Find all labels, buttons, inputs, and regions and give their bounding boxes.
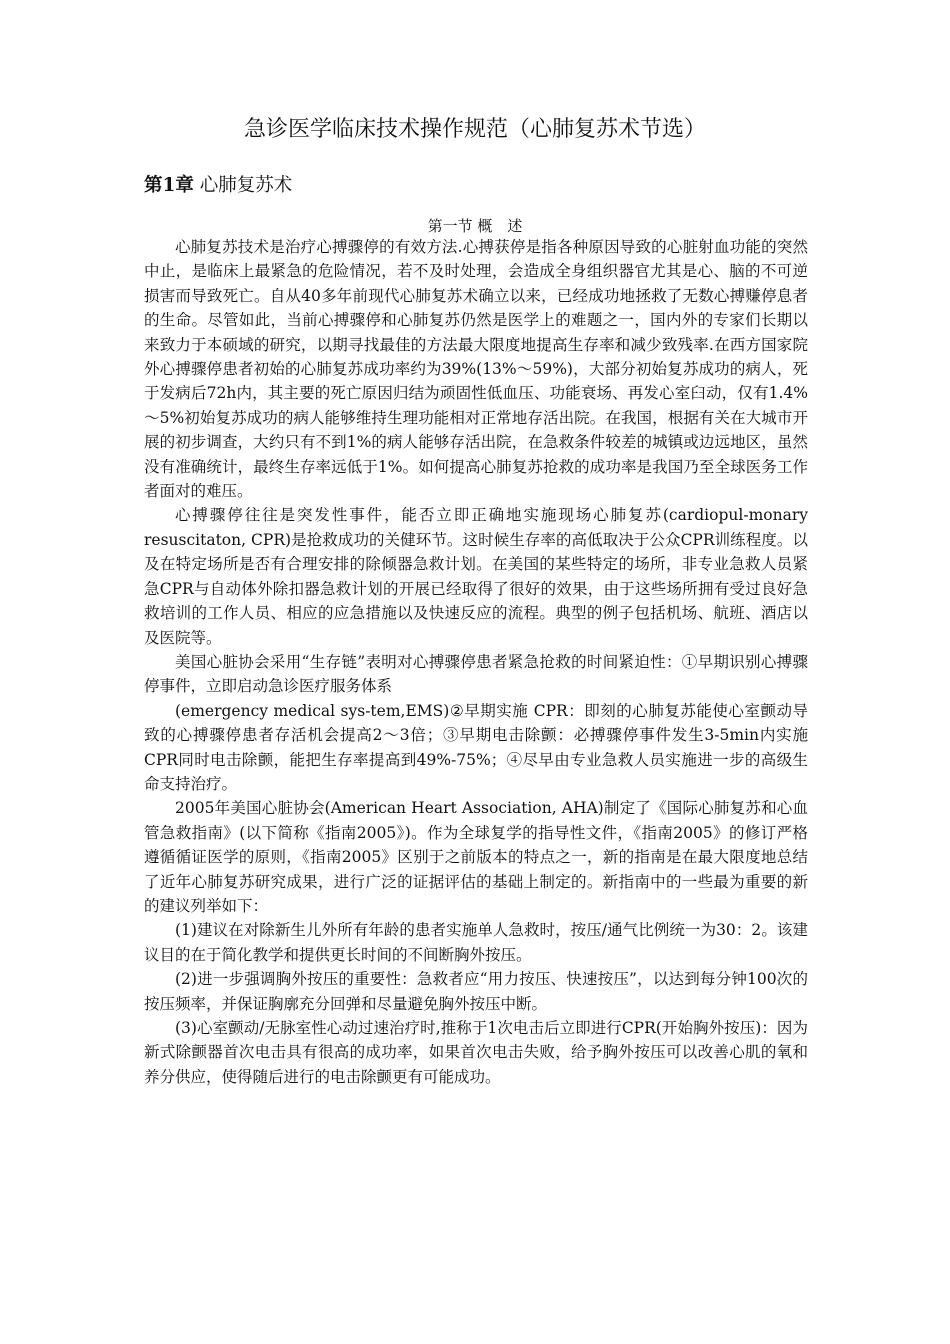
- paragraph-chain-continued: (emergency medical sys-tem,EMS)②早期实施 CPR：即刻的心肺复苏能使心室颤动导致的心搏骤停患者存活机会提高2～3倍；③早期电击除颤：必搏骤停事件发生3-5min内实施CPR同时电击除颤，能把生存率提高到49%-75%；④尽早由专业急救人员实施进一步的高级生命支持治疗。: [144, 701, 808, 793]
- document-title: 急诊医学临床技术操作规范（心肺复苏术节选）: [243, 117, 706, 142]
- paragraph-item-3: (3)心室颤动/无脉室性心动过速治疗时,推称于1次电击后立即进行CPR(开始胸外按压)：因为新式除颤器首次电击具有很高的成功率，如果首次电击失败，给予胸外按压可以改善心肌的氧和养分供应，使得随后进行的电击除颤更有可能成功。: [144, 1019, 808, 1086]
- paragraph-overview: 心肺复苏技术是治疗心搏骤停的有效方法.心搏获停是指各种原因导致的心脏射血功能的突然中止，是临床上最紧急的危险情况，若不及时处理，会造成全身组织器官尤其是心、脑的不可逆损害而导致死亡。自从40多年前现代心肺复苏术确立以来，已经成功地拯救了无数心搏赚停息者的生命。尽管如此，当前心搏骤停和心肺复苏仍然是医学上的难题之一，国内外的专家们长期以来致力于本硕域的研究，以期寻找最佳的方法最大限度地提高生存率和减少致残率.在西方国家院外心搏骤停患者初始的心肺复苏成功率约为39%(13%～59%)，大部分初始复苏成功的病人，死于发病后72h内，其主要的死亡原因归结为顽固性低血压、功能衰场、再发心室臼动，仅有1.4%～5%初始复苏成功的病人能够维持生理功能相对正常地存活出院。在我国，根据有关在大城市开展的初步调查，大约只有不到1%的病人能够存活出院，在急救条件较差的城镇或边远地区，虽然没有准确统计，最终生存率远低于1%。如何提高心肺复苏抢救的成功率是我国乃至全球医务工作者面对的难压。: [144, 238, 808, 501]
- paragraph-item-1: (1)建议在对除新生儿外所有年龄的患者实施单人急救时，按压/通气比例统一为30：2。该建议目的在于简化教学和提供更长时间的不间断胸外按压。: [144, 921, 808, 964]
- chapter-heading: [144, 172, 292, 200]
- paragraph-chain-of-survival: 美国心脏协会采用“生存链”表明对心搏骤停患者紧急抢救的时间紧迫性：①早期识别心搏骤停事件，立即启动急诊医疗服务体系: [144, 652, 808, 696]
- chapter-title: 心肺复苏术: [193, 175, 293, 196]
- paragraph-guidelines-2005: 2005年美国心脏协会(American Heart Association, AHA)制定了《国际心肺复苏和心血管急救指南》(以下简称《指南2005》)。作为全球复学的指导性文件，《指南2005》的修订严格遵循循证医学的原则，《指南2005》区别于之前版本的特点之一，新的指南是在最大限度地总结了近年心肺复苏研究成果，进行广泛的证据评估的基础上制定的。新指南中的一些最为重要的新的建议列举如下：: [144, 799, 808, 915]
- paragraph-item-2: (2)进一步强调胸外按压的重要性：急救者应“用力按压、快速按压”，以达到每分钟100次的按压频率，并保证胸廓充分回弹和尽量避免胸外按压中断。: [144, 970, 808, 1013]
- section-heading: 第一节 概 述: [427, 217, 523, 235]
- document-body: [144, 235, 808, 1089]
- paragraph-cpr-importance: 心搏骤停往往是突发性事件，能否立即正确地实施现场心肺复苏(cardiopul-monary resuscitaton, CPR)是抢救成功的关健环节。这时候生存率的高低取决于公众CPR训练程度。以及在特定场所是否有合理安排的除倾器急救计划。在美国的某些特定的场所，非专业急救人员紧急CPR与自动体外除扣器急救计划的开展已经取得了很好的效果，由于这些场所拥有受过良好急救培训的工作人员、相应的应急措施以及快速反应的流程。典型的例子包括机场、航班、酒店以及医院等。: [144, 506, 808, 647]
- chapter-number: 第1章: [144, 175, 194, 196]
